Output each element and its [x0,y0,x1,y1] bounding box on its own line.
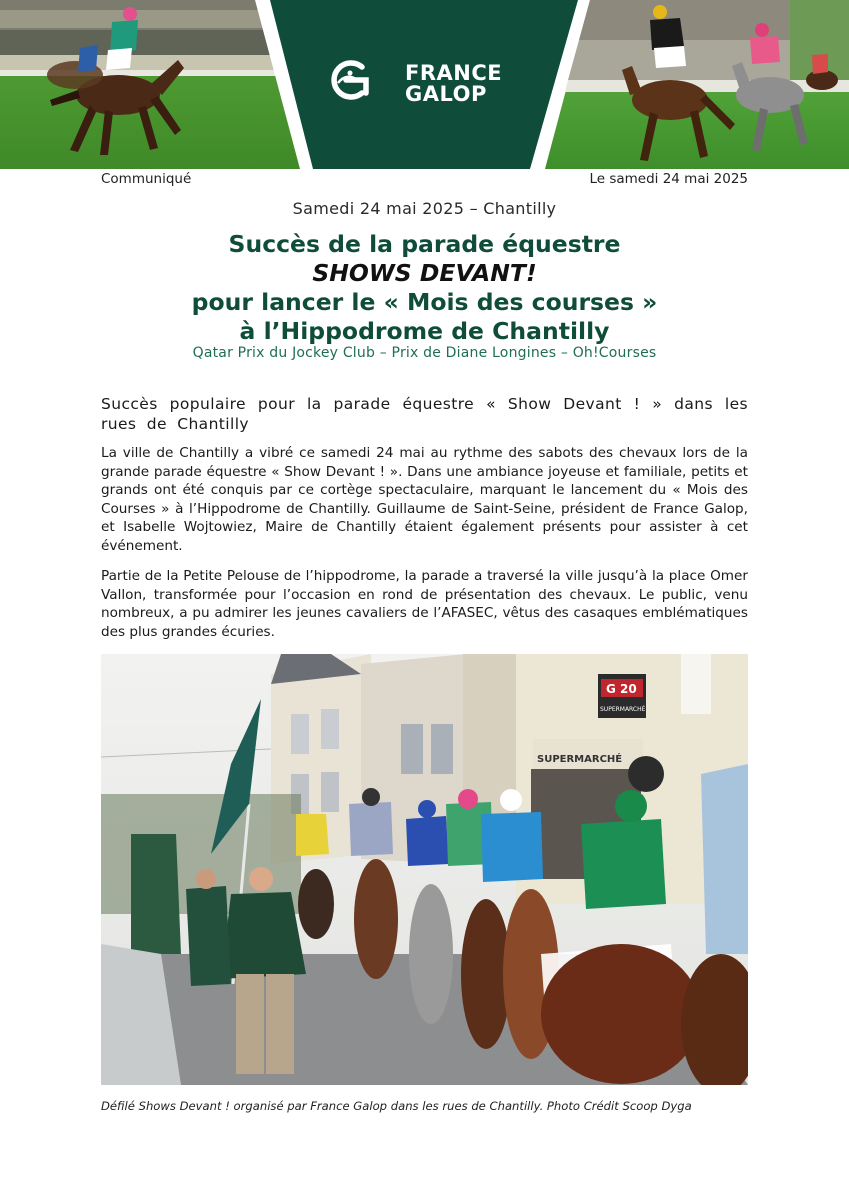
meta-line [101,171,748,189]
body-paragraph: Partie de la Petite Pelouse de l’hippodrome, la parade a traversé la ville jusqu’à la place Omer Vallon, transformée pour l’occasion en rond de présentation des chevaux. Le public, venu nombreux, a pu admirer les jeunes cavaliers de l’AFASEC, vêtus des casaques emblématiques des plus grandes écuries. [101,568,748,640]
document-type: Communiqué [101,171,192,187]
headline-line-4: à l’Hippodrome de Chantilly [239,317,610,345]
logo-line-1: FRANCE [405,61,503,85]
lead-paragraph: Succès populaire pour la parade équestre « Show Devant ! » dans les rues de Chantilly [101,395,748,433]
storefront-sign: SUPERMARCHÉ [537,754,623,765]
body-paragraph: La ville de Chantilly a vibré ce samedi 24 mai au rythme des sabots des chevaux lors de la grande parade équestre « Show Devant ! ». Dans une ambiance joyeuse et familiale, petits et grands ont été conquis par ce cortège spectaculaire, marquant le lancement du « Mois des Courses » à l’Hippodrome de Chantilly. Guillaume de Saint-Seine, président de France Galop, et Isabelle Wojtowiez, Maire de Chantilly étaient également présents pour assister à cet événement. [101,445,748,554]
racehorse-photo [0,0,300,169]
headline [0,230,849,346]
g20-sign: G 20 [606,682,637,696]
logo-line-2: GALOP [405,82,487,106]
dateline: Samedi 24 mai 2025 – Chantilly [292,199,557,218]
parade-photo [101,654,748,1085]
header-banner [0,0,849,169]
headline-line-3: pour lancer le « Mois des courses » [191,288,658,316]
headline-line-1: Succès de la parade équestre [228,230,621,258]
g20-sign-sub: SUPERMARCHÉ [600,706,646,713]
racehorses-photo [545,0,849,169]
subtitle: Qatar Prix du Jockey Club – Prix de Diane Longines – Oh!Courses [192,345,657,361]
document-date: Le samedi 24 mai 2025 [589,171,748,187]
parade-illustration [101,654,748,1085]
header-artwork [0,0,849,169]
headline-line-2: SHOWS DEVANT! [312,259,537,287]
photo-caption: Défilé Shows Devant ! organisé par France Galop dans les rues de Chantilly. Photo Crédit Scoop Dyga [101,1099,692,1113]
